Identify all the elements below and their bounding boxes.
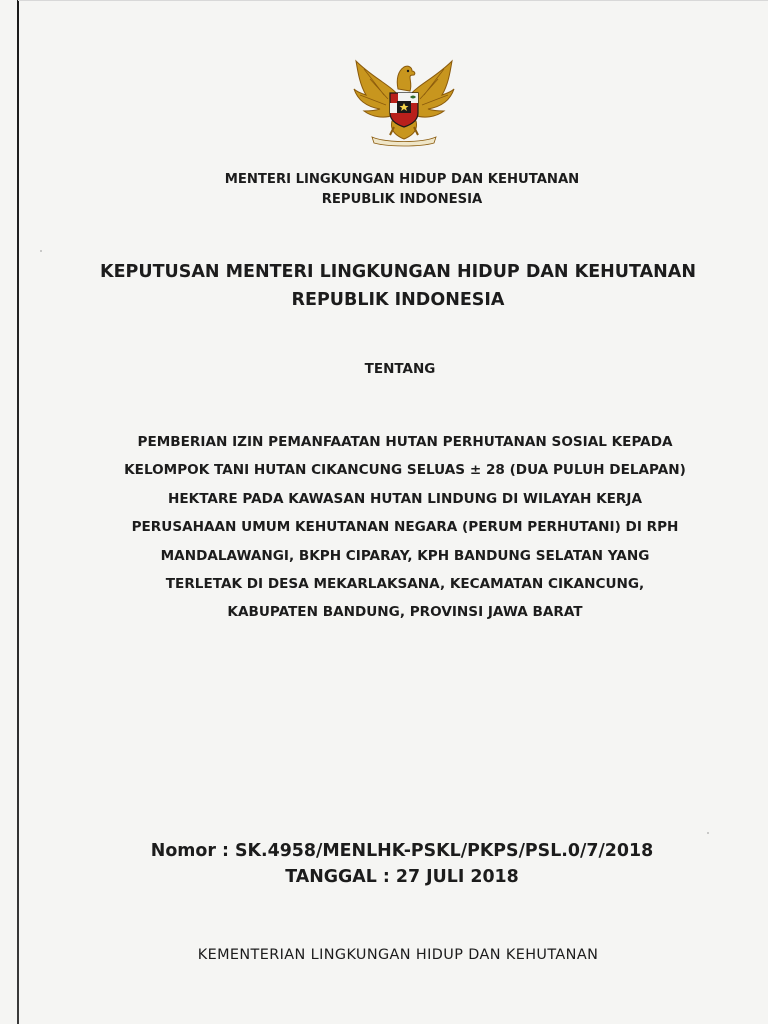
decree-reference xyxy=(18,838,768,890)
decree-title-line-2: REPUBLIK INDONESIA xyxy=(291,290,505,310)
issuer-line-1: MENTERI LINGKUNGAN HIDUP DAN KEHUTANAN xyxy=(224,172,580,187)
subject-line: KABUPATEN BANDUNG, PROVINSI JAWA BARAT xyxy=(227,604,583,621)
garuda-pancasila-emblem-icon xyxy=(350,55,458,147)
subject-line: PEMBERIAN IZIN PEMANFAATAN HUTAN PERHUTANAN SOSIAL KEPADA xyxy=(137,434,673,450)
issuer-heading xyxy=(18,170,768,210)
ministry-footer: KEMENTERIAN LINGKUNGAN HIDUP DAN KEHUTANAN xyxy=(197,947,599,963)
subject-line: KELOMPOK TANI HUTAN CIKANCUNG SELUAS ± 28 (DUA PULUH DELAPAN) xyxy=(124,462,686,479)
scan-speck xyxy=(707,832,709,834)
subject-line: TERLETAK DI DESA MEKARLAKSANA, KECAMATAN CIKANCUNG, xyxy=(165,576,645,593)
tentang-label: TENTANG xyxy=(364,361,436,377)
subject-line: MANDALAWANGI, BKPH CIPARAY, KPH BANDUNG SELATAN YANG xyxy=(160,547,650,564)
decree-title xyxy=(14,258,768,314)
scan-speck xyxy=(40,250,42,252)
decree-date: TANGGAL : 27 JULI 2018 xyxy=(285,867,519,887)
decree-subject xyxy=(21,428,768,627)
decree-title-line-1: KEPUTUSAN MENTERI LINGKUNGAN HIDUP DAN KEHUTANAN xyxy=(100,262,696,282)
issuer-line-2: REPUBLIK INDONESIA xyxy=(321,192,483,207)
page-top-edge xyxy=(18,0,768,1)
subject-line: HEKTARE PADA KAWASAN HUTAN LINDUNG DI WILAYAH KERJA xyxy=(168,490,642,507)
subject-line: PERUSAHAAN UMUM KEHUTANAN NEGARA (PERUM PERHUTANI) DI RPH xyxy=(131,519,679,536)
decree-number: Nomor : SK.4958/MENLHK-PSKL/PKPS/PSL.0/7/2018 xyxy=(150,841,654,861)
